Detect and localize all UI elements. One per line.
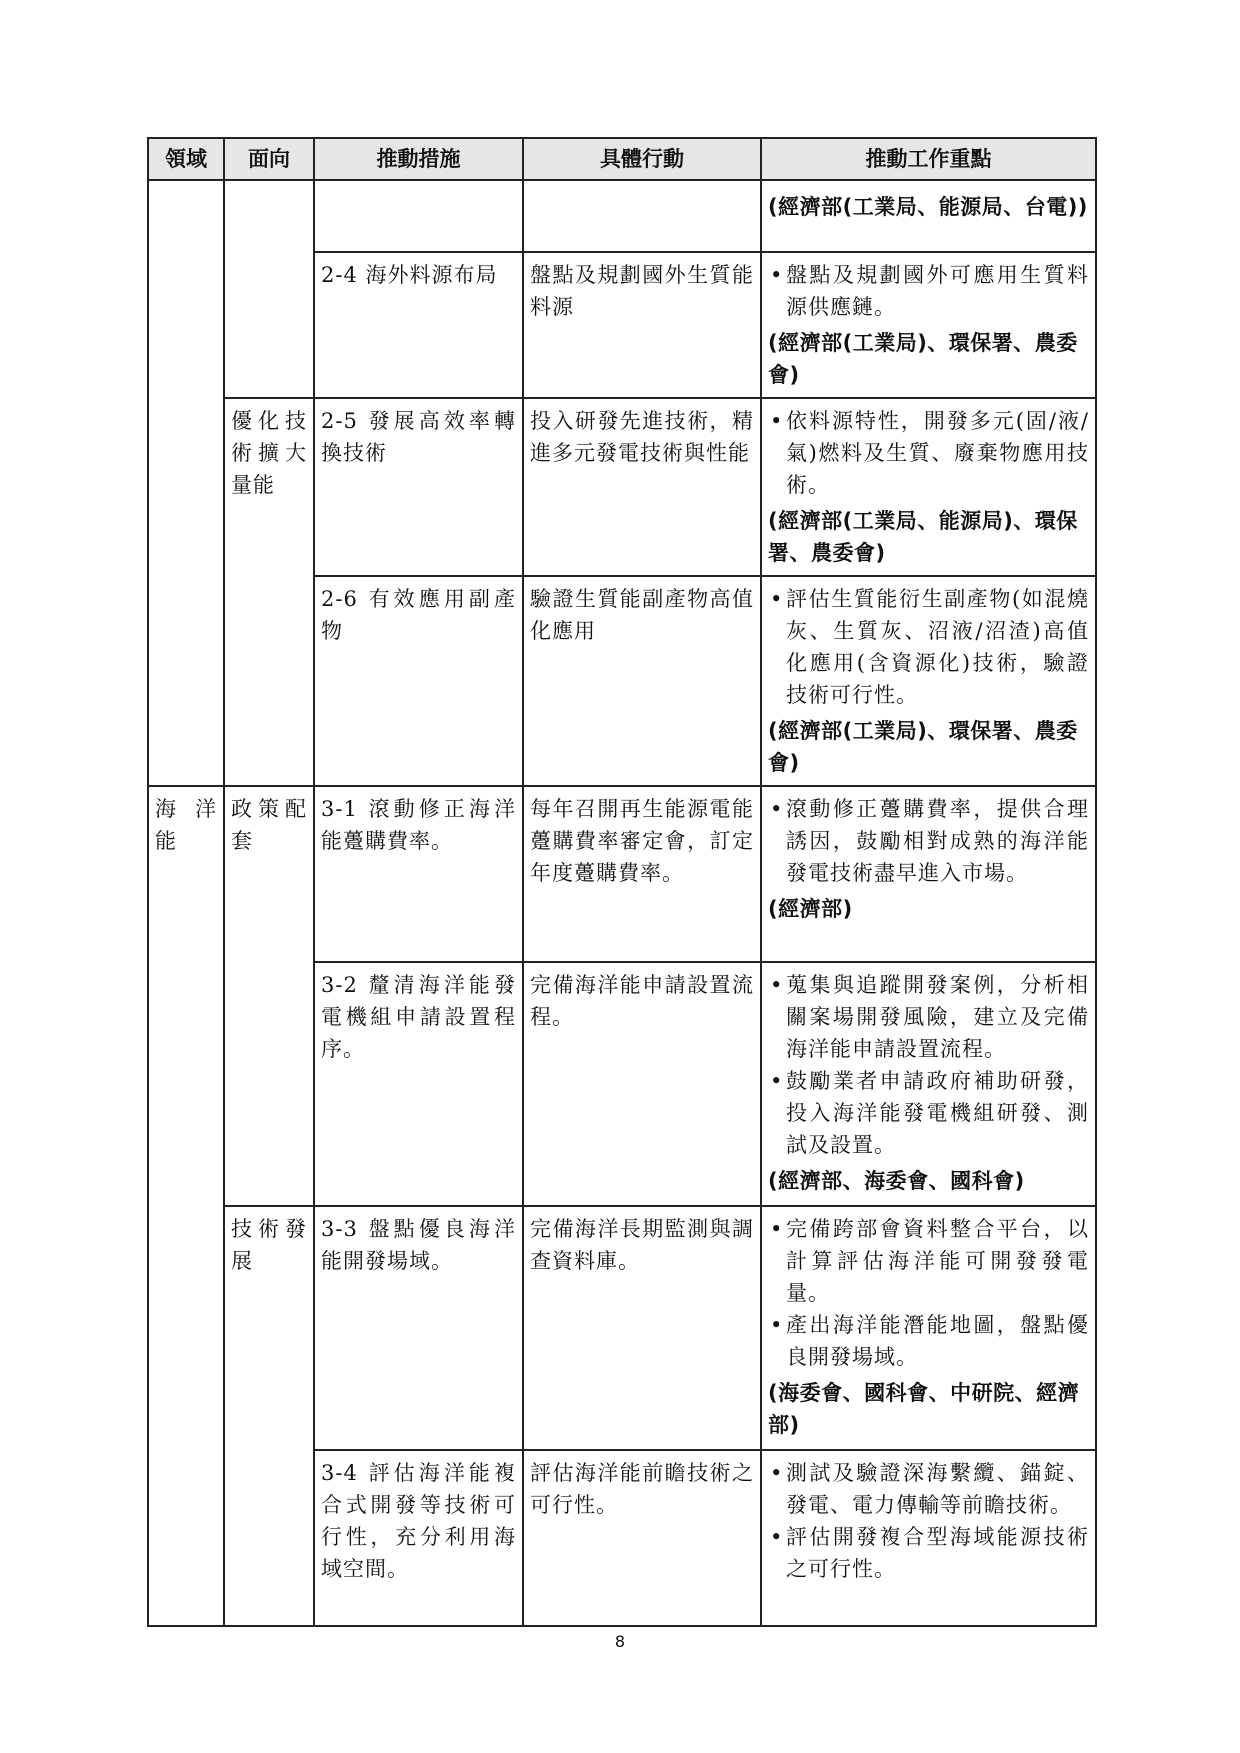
agencies-text: (經濟部) xyxy=(768,897,853,921)
domain-cell: 海洋能 xyxy=(148,786,224,1626)
key-points-cell xyxy=(761,1206,1096,1450)
measure-cell: 3-1 滾動修正海洋能躉購費率。 xyxy=(314,786,523,962)
measure-cell: 2-6 有效應用副產物 xyxy=(314,576,523,786)
agencies-text: (經濟部(工業局、能源局)、環保署、農委會) xyxy=(768,509,1078,565)
domain-cell-biomass xyxy=(148,180,224,786)
measure-cell: 3-4 評估海洋能複合式開發等技術可行性，充分利用海域空間。 xyxy=(314,1450,523,1626)
bullet-point: • 盤點及規劃國外可應用生質料源供應鏈。 xyxy=(768,259,1089,323)
key-points-cell xyxy=(761,576,1096,786)
table-row xyxy=(148,180,1096,252)
key-points-cell xyxy=(761,962,1096,1206)
aspect-cell: 政策配套 xyxy=(224,786,314,1206)
agencies-text: (海委會、國科會、中研院、經濟部) xyxy=(768,1381,1080,1437)
action-cell: 盤點及規劃國外生質能料源 xyxy=(523,252,761,398)
action-cell: 驗證生質能副產物高值化應用 xyxy=(523,576,761,786)
bullet-point: • 評估生質能衍生副產物(如混燒灰、生質灰、沼液/沼渣)高值化應用(含資源化)技術，驗證技術可行性。 xyxy=(768,583,1089,711)
action-cell: 評估海洋能前瞻技術之可行性。 xyxy=(523,1450,761,1626)
action-cell: 完備海洋能申請設置流程。 xyxy=(523,962,761,1206)
measure-cell xyxy=(314,180,523,252)
bullet-point: • 測試及驗證深海繫纜、錨錠、發電、電力傳輸等前瞻技術。 xyxy=(768,1457,1089,1521)
aspect-cell-continued xyxy=(224,180,314,398)
aspect-cell: 技術發展 xyxy=(224,1206,314,1626)
measure-cell: 3-3 盤點優良海洋能開發場域。 xyxy=(314,1206,523,1450)
page-number: 8 xyxy=(614,1632,626,1651)
action-cell: 每年召開再生能源電能躉購費率審定會，訂定年度躉購費率。 xyxy=(523,786,761,962)
header-action: 具體行動 xyxy=(523,138,761,180)
action-cell xyxy=(523,180,761,252)
measure-cell: 3-2 釐清海洋能發電機組申請設置程序。 xyxy=(314,962,523,1206)
header-domain: 領域 xyxy=(148,138,224,180)
agencies-text: (經濟部(工業局)、環保署、農委會) xyxy=(768,719,1078,775)
action-cell: 投入研發先進技術，精進多元發電技術與性能 xyxy=(523,398,761,576)
header-key-points: 推動工作重點 xyxy=(761,138,1096,180)
bullet-point: • 產出海洋能潛能地圖，盤點優良開發場域。 xyxy=(768,1309,1089,1373)
bullet-point: • 依料源特性，開發多元(固/液/氣)燃料及生質、廢棄物應用技術。 xyxy=(768,405,1089,501)
bullet-point: • 蒐集與追蹤開發案例，分析相關案場開發風險，建立及完備海洋能申請設置流程。 xyxy=(768,969,1089,1065)
table-row xyxy=(148,786,1096,962)
aspect-cell: 優化技術擴大量能 xyxy=(224,398,314,786)
key-points-cell xyxy=(761,252,1096,398)
table-row xyxy=(148,398,1096,576)
bullet-point: • 完備跨部會資料整合平台，以計算評估海洋能可開發發電量。 xyxy=(768,1213,1089,1309)
table-row xyxy=(148,1206,1096,1450)
bullet-point: • 鼓勵業者申請政府補助研發，投入海洋能發電機組研發、測試及設置。 xyxy=(768,1065,1089,1161)
key-points-cell xyxy=(761,398,1096,576)
measure-cell: 2-4 海外料源布局 xyxy=(314,252,523,398)
key-points-cell xyxy=(761,1450,1096,1626)
key-points-cell xyxy=(761,786,1096,962)
header-measure: 推動措施 xyxy=(314,138,523,180)
table-header-row xyxy=(148,138,1096,180)
measures-table xyxy=(147,137,1097,1627)
key-points-cell xyxy=(761,180,1096,252)
bullet-point: • 滾動修正躉購費率，提供合理誘因，鼓勵相對成熟的海洋能發電技術盡早進入市場。 xyxy=(768,793,1089,889)
measure-cell: 2-5 發展高效率轉換技術 xyxy=(314,398,523,576)
bullet-point: • 評估開發複合型海域能源技術之可行性。 xyxy=(768,1521,1089,1585)
agencies-text: (經濟部(工業局、能源局、台電)) xyxy=(768,195,1088,219)
header-aspect: 面向 xyxy=(224,138,314,180)
action-cell: 完備海洋長期監測與調查資料庫。 xyxy=(523,1206,761,1450)
agencies-text: (經濟部、海委會、國科會) xyxy=(768,1169,1025,1193)
agencies-text: (經濟部(工業局)、環保署、農委會) xyxy=(768,331,1078,387)
